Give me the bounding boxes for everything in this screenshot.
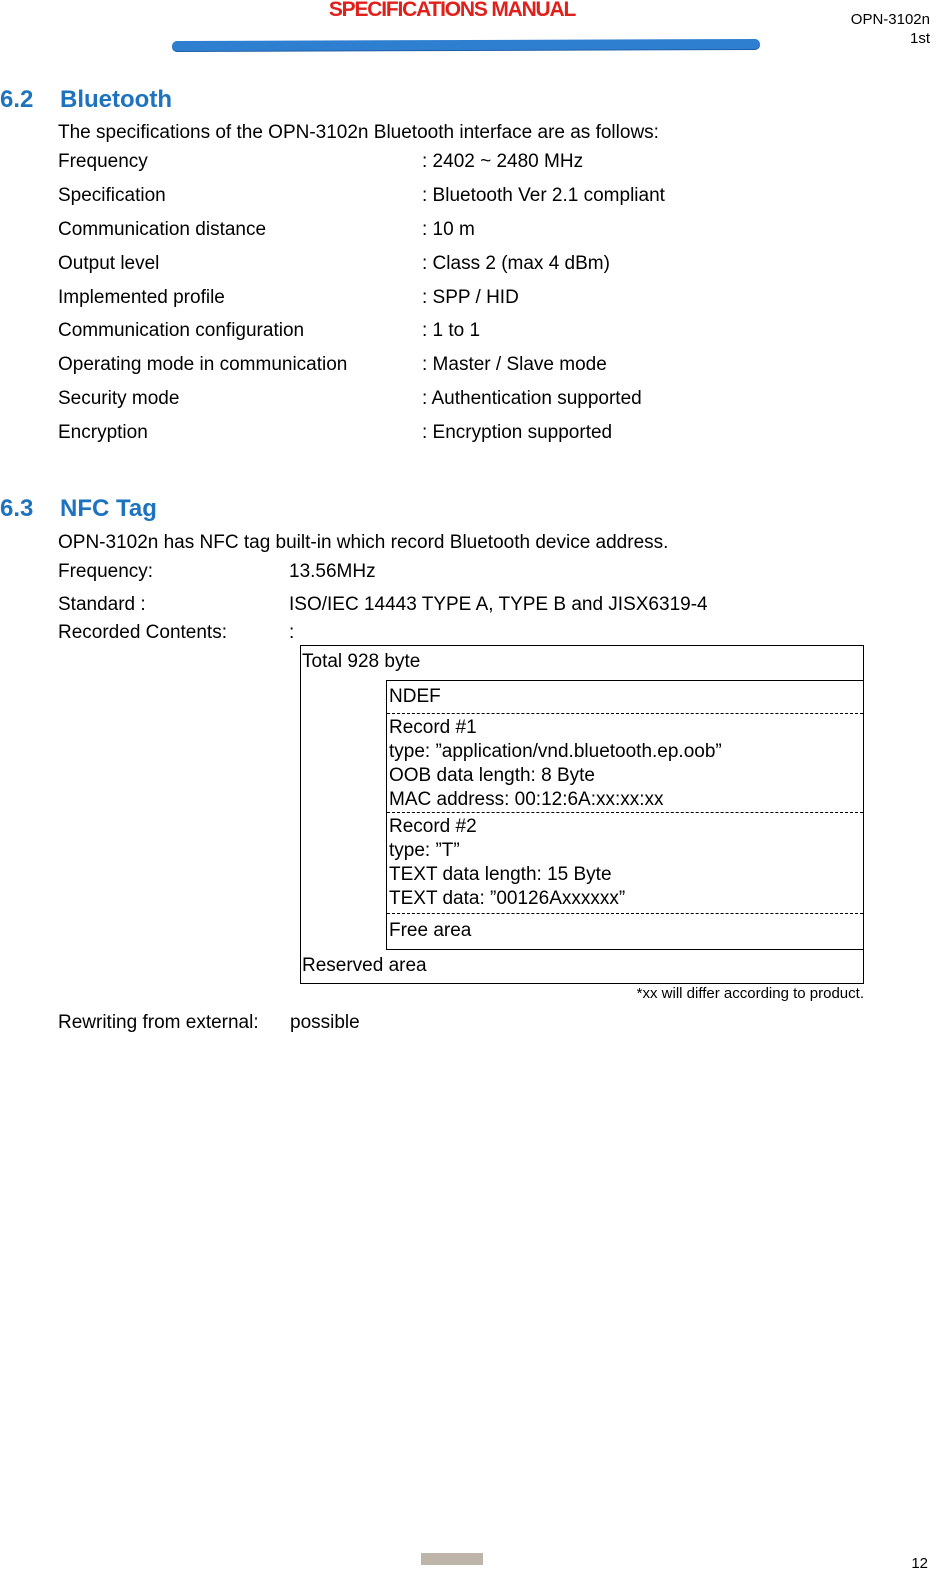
ndef-divider: [387, 713, 863, 714]
record-1-block: [389, 716, 722, 812]
record-2-length: TEXT data length: 15 Byte: [389, 864, 612, 885]
section-title: NFC Tag: [60, 495, 157, 522]
record-1-title: Record #1: [389, 717, 477, 738]
record-2-block: [389, 815, 625, 911]
nfc-frequency-value: 13.56MHz: [289, 561, 376, 582]
spec-value: : Class 2 (max 4 dBm): [422, 253, 610, 274]
spec-value: : Bluetooth Ver 2.1 compliant: [422, 185, 665, 206]
footnote: *xx will differ according to product.: [636, 985, 864, 1002]
rewriting-value: possible: [290, 1012, 360, 1033]
nfc-contents-label: Recorded Contents:: [58, 622, 227, 643]
nfc-contents-colon: :: [289, 622, 295, 643]
footer-bar: [421, 1553, 483, 1565]
document-model: OPN-3102n: [850, 11, 930, 28]
nfc-intro: OPN-3102n has NFC tag built-in which record Bluetooth device address.: [58, 532, 669, 553]
rewriting-label: Rewriting from external:: [58, 1012, 259, 1033]
record-2-title: Record #2: [389, 816, 477, 837]
spec-label: Frequency: [58, 151, 148, 172]
spec-value: : 10 m: [422, 219, 475, 240]
spec-value: : Master / Slave mode: [422, 354, 607, 375]
record-1-length: OOB data length: 8 Byte: [389, 765, 595, 786]
nfc-frequency-label: Frequency:: [58, 561, 154, 582]
spec-value: : 1 to 1: [422, 320, 481, 341]
spec-value: : Encryption supported: [422, 422, 613, 443]
header-divider-bar: [172, 39, 760, 51]
section-title: Bluetooth: [60, 86, 172, 113]
page-number: 12: [911, 1555, 928, 1572]
record-2-data: TEXT data: ”00126Axxxxxx”: [389, 888, 626, 909]
section-number: 6.2: [0, 86, 34, 113]
nfc-standard-label: Standard :: [58, 594, 146, 615]
document-id: [851, 10, 930, 48]
memory-total-label: Total 928 byte: [302, 651, 421, 672]
spec-value: : 2402 ~ 2480 MHz: [422, 151, 584, 172]
section-number: 6.3: [0, 495, 34, 522]
ndef-label: NDEF: [389, 686, 441, 707]
nfc-standard-value: ISO/IEC 14443 TYPE A, TYPE B and JISX6319-4: [289, 594, 708, 615]
section-heading-nfc: [0, 495, 157, 523]
spec-label: Security mode: [58, 388, 180, 409]
spec-label: Communication configuration: [58, 320, 305, 341]
spec-label: Communication distance: [58, 219, 267, 240]
spec-value: : Authentication supported: [422, 388, 642, 409]
bluetooth-intro: The specifications of the OPN-3102n Bluetooth interface are as follows:: [58, 122, 659, 143]
record-1-type: type: ”application/vnd.bluetooth.ep.oob”: [389, 741, 722, 762]
header-title: SPECIFICATIONS MANUAL: [328, 0, 576, 21]
document-edition: 1st: [909, 30, 930, 47]
spec-label: Specification: [58, 185, 166, 206]
spec-value: : SPP / HID: [422, 287, 519, 308]
spec-label: Implemented profile: [58, 287, 225, 308]
section-heading-bluetooth: [0, 86, 172, 114]
free-area-divider: [387, 913, 863, 914]
spec-label: Output level: [58, 253, 160, 274]
spec-label: Encryption: [58, 422, 148, 443]
free-area-label: Free area: [389, 920, 472, 941]
record-2-type: type: ”T”: [389, 840, 460, 861]
reserved-area-label: Reserved area: [302, 955, 427, 976]
spec-label: Operating mode in communication: [58, 354, 348, 375]
record-divider: [387, 812, 863, 813]
record-1-mac: MAC address: 00:12:6A:xx:xx:xx: [389, 789, 664, 810]
